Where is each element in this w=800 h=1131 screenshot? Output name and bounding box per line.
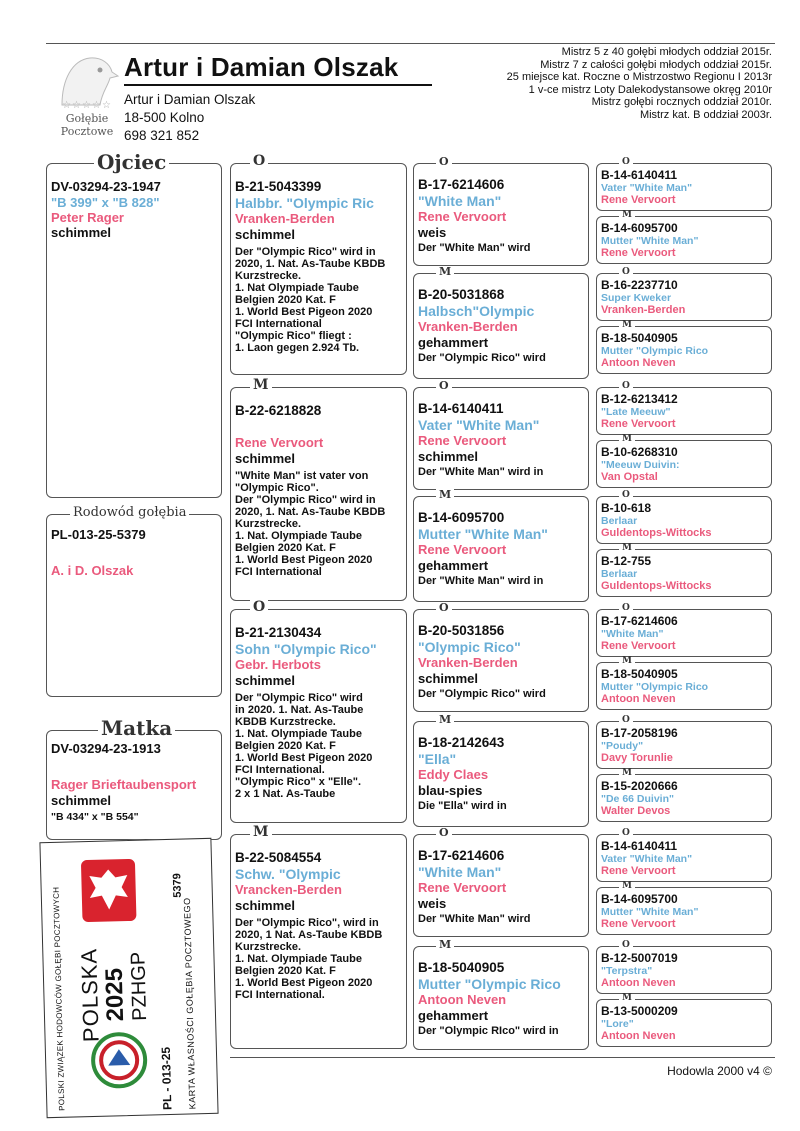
note-line: Kurzstrecke. [235, 270, 302, 282]
note-line: in 2020. 1. Nat. As-Taube [235, 704, 364, 716]
pigeon-ring: B-12-5007019 [601, 951, 678, 965]
pigeon-note [235, 692, 402, 800]
pigeon-name: "Terpstra" [601, 965, 653, 977]
sex-label: O [619, 158, 633, 167]
note-line: 1. World Best Pigeon 2020 [235, 977, 373, 989]
pigeon-note: Der "White Man" wird [418, 242, 531, 254]
sex-label: M [619, 769, 635, 778]
sex-label: M [250, 378, 272, 392]
card-country: POLSKA [76, 947, 104, 1043]
pigeon-note: Die "Ella" wird in [418, 800, 507, 812]
pigeon-ring: B-14-6140411 [601, 839, 678, 853]
pigeon-breeder: Vranken-Berden [601, 304, 686, 316]
pigeon-breeder: Guldentops-Wittocks [601, 580, 712, 592]
pigeon-ring: B-14-6140411 [601, 168, 678, 182]
address-phone: 698 321 852 [124, 128, 200, 143]
pigeon-ring: B-10-618 [601, 501, 652, 515]
ancestor-box [596, 326, 772, 374]
pigeon-breeder: Rene Vervoort [601, 418, 676, 430]
sex-label: M [436, 714, 454, 725]
grandparent-box [230, 609, 407, 823]
sex-label: O [436, 156, 452, 167]
pigeon-breeder: Rene Vervoort [601, 865, 676, 877]
pigeon-ring: B-17-6214606 [601, 614, 678, 628]
achievement-item: Mistrz gołębi rocznych oddział 2010r. [591, 96, 772, 108]
pigeon-name: "White Man" [601, 628, 664, 640]
pigeon-box [46, 514, 222, 697]
note-line: "White Man" ist vater von [235, 470, 369, 482]
note-line: 1. World Best Pigeon 2020 [235, 554, 373, 566]
pigeon-ring: B-13-5000209 [601, 1004, 678, 1018]
ancestor-box [596, 609, 772, 657]
pigeon-ring: B-18-2142643 [418, 735, 505, 750]
note-line: "Olympic Rico" x "Elle". [235, 776, 362, 788]
pigeon-breeder: Rene Vervoort [601, 247, 676, 259]
pigeon-name: Mutter "White Man" [418, 526, 548, 542]
great-grandparent-box [413, 609, 589, 712]
pigeon-ring: B-18-5040905 [601, 667, 678, 681]
pigeon-name: Vater "White Man" [601, 182, 693, 194]
pigeon-breeder: Antoon Neven [601, 693, 676, 705]
pigeon-name: Sohn "Olympic Rico" [235, 641, 377, 657]
note-line: Kurzstrecke. [235, 941, 302, 953]
father-info: "B 399" x "B 828" [51, 195, 160, 210]
pigeon-ring: B-14-6095700 [601, 221, 678, 235]
ancestor-box [596, 387, 772, 435]
ancestor-box [596, 440, 772, 488]
sex-label: O [436, 602, 452, 613]
note-line: Kurzstrecke. [235, 518, 302, 530]
pigeon-ring: B-17-2058196 [601, 726, 678, 740]
pigeon-name: "White Man" [418, 864, 502, 880]
pigeon-name: Mutter "White Man" [601, 235, 699, 247]
pigeon-color: gehammert [418, 1008, 489, 1023]
pigeon-name: Vater "White Man" [601, 853, 693, 865]
achievement-item: Mistrz kat. B oddział 2003r. [639, 108, 772, 121]
eagle-emblem-icon [79, 857, 139, 924]
pigeon-color: weis [418, 225, 447, 240]
ancestor-box [596, 887, 772, 935]
ancestor-box [596, 721, 772, 769]
sex-label: O [619, 491, 633, 500]
great-grandparent-box [413, 721, 589, 827]
grandparent-box [230, 387, 407, 601]
logo-text: Gołębie [65, 112, 109, 125]
pigeon-name: "White Man" [418, 193, 502, 209]
ancestor-box [596, 999, 772, 1047]
achievement-item: 25 miejsce kat. Roczne o Mistrzostwo Regionu I 2013r [506, 71, 772, 83]
pigeon-name: Berlaar [601, 515, 638, 527]
mother-breeder: Rager Brieftaubensport [51, 777, 197, 792]
pigeon-breeder: Van Opstal [601, 471, 658, 483]
pigeon-name: Schw. "Olympic [235, 866, 341, 882]
sex-label: M [619, 321, 635, 330]
pigeon-color: gehammert [418, 335, 489, 350]
pigeon-name: "De 66 Duivin" [601, 793, 674, 805]
note-line: 1. Laon gegen 2.924 Tb. [235, 342, 360, 354]
pigeon-note [235, 246, 402, 354]
pigeon-owner: A. i D. Olszak [51, 563, 134, 578]
card-abbr: PZHGP [127, 951, 152, 1022]
pigeon-ring: B-20-5031856 [418, 623, 505, 638]
card-year: 2025 [100, 967, 130, 1022]
pigeon-breeder: Rene Vervoort [235, 435, 324, 450]
pigeon-breeder: Eddy Claes [418, 767, 489, 782]
pigeon-name: "Meeuw Duivin: [601, 459, 680, 471]
pigeon-color: schimmel [418, 671, 478, 686]
pigeon-name: "Late Meeuw" [601, 406, 671, 418]
note-line: 1. Nat. Olympiade Taube [235, 728, 362, 740]
pigeon-note: Der "White Man" wird in [418, 466, 544, 478]
note-line: Belgien 2020 Kat. F [235, 542, 336, 554]
pigeon-ring: B-20-5031868 [418, 287, 505, 302]
sex-label: O [250, 154, 268, 168]
mother-info: "B 434" x "B 554" [51, 811, 139, 823]
mother-color: schimmel [51, 793, 111, 808]
breeder-address [124, 91, 255, 145]
father-breeder: Peter Rager [51, 210, 124, 225]
pigeon-breeder: Rene Vervoort [601, 194, 676, 206]
note-line: KBDB Kurzstrecke. [235, 716, 336, 728]
sex-label: M [619, 435, 635, 444]
pigeon-note: Der "White Man" wird in [418, 575, 544, 587]
pigeon-ring: B-12-755 [601, 554, 652, 568]
sex-label: O [619, 604, 633, 613]
club-logo [52, 50, 122, 140]
note-line: Belgien 2020 Kat. F [235, 294, 336, 306]
address-name: Artur i Damian Olszak [124, 92, 256, 107]
sex-label: O [250, 600, 268, 614]
note-line: Der "Olympic Rico" wird in [235, 494, 376, 506]
note-line: FCI International. [235, 989, 325, 1001]
pigeon-name: Halbsch"Olympic [418, 303, 535, 319]
achievement-item: 1 v-ce mistrz Loty Dalekodystansowe okręg 2010r [528, 83, 772, 96]
pigeon-note: Der "Olympic Rico" wird [418, 688, 546, 700]
pigeon-breeder: Antoon Neven [418, 992, 507, 1007]
pedigree-label: Rodowód gołębia [70, 506, 189, 519]
card-number: 5379 [171, 873, 184, 898]
mother-ring: DV-03294-23-1913 [51, 741, 161, 756]
pigeon-name: Halbbr. "Olympic Ric [235, 195, 374, 211]
breeder-name: Artur i Damian Olszak [124, 52, 399, 82]
ancestor-box [596, 549, 772, 597]
ancestor-box [596, 216, 772, 264]
bottom-divider [230, 1057, 775, 1058]
pigeon-ring: B-14-6095700 [418, 510, 505, 525]
sex-label: O [619, 829, 633, 838]
pigeon-breeder: Rene Vervoort [601, 918, 676, 930]
top-divider [46, 43, 775, 44]
pigeon-color: schimmel [235, 227, 295, 242]
pigeon-ring: B-17-6214606 [418, 177, 505, 192]
sex-label: M [436, 489, 454, 500]
pigeon-breeder: Rene Vervoort [418, 209, 507, 224]
note-line: "Olympic Rico" fliegt : [235, 330, 352, 342]
mother-box [46, 730, 222, 840]
pigeon-ring: B-16-2237710 [601, 278, 678, 292]
note-line: 2 x 1 Nat. As-Taube [235, 788, 336, 800]
pigeon-breeder: Vranken-Berden [418, 655, 518, 670]
ancestor-box [596, 496, 772, 544]
pigeon-breeder: Antoon Neven [601, 977, 676, 989]
pigeon-breeder: Walter Devos [601, 805, 671, 817]
ancestor-box [596, 273, 772, 321]
pigeon-name: Mutter "Olympic Rico [601, 345, 709, 357]
ancestor-box [596, 834, 772, 882]
pigeon-name: "Poudy" [601, 740, 644, 752]
father-color: schimmel [51, 225, 111, 240]
sex-label: M [436, 939, 454, 950]
sex-label: M [619, 211, 635, 220]
sex-label: O [436, 380, 452, 391]
pigeon-breeder: Antoon Neven [601, 357, 676, 369]
note-line: 1. World Best Pigeon 2020 [235, 306, 373, 318]
sex-label: M [619, 994, 635, 1003]
pigeon-color: blau-spies [418, 783, 483, 798]
pigeon-name: "Lore" [601, 1018, 634, 1030]
address-city: 18-500 Kolno [124, 110, 205, 125]
note-line: "Olympic Rico". [235, 482, 319, 494]
great-grandparent-box [413, 273, 589, 379]
card-caption: KARTA WŁASNOŚCI GOŁĘBIA POCZTOWEGO [181, 897, 198, 1110]
logo-text: Pocztowe [60, 125, 114, 138]
pigeon-ring: B-17-6214606 [418, 848, 505, 863]
pigeon-breeder: Vranken-Berden [235, 211, 335, 226]
pigeon-ring: B-14-6140411 [418, 401, 504, 416]
pigeon-note [235, 470, 402, 578]
note-line: FCI International [235, 566, 322, 578]
pzhgp-logo-icon [89, 1031, 148, 1090]
note-line: Der "Olympic Rico" wird [235, 692, 363, 704]
pigeon-name: Mutter "White Man" [601, 906, 699, 918]
pigeon-breeder: Antoon Neven [601, 1030, 676, 1042]
father-ring: DV-03294-23-1947 [51, 179, 161, 194]
sex-label: M [436, 266, 454, 277]
note-line: 1. Nat. Olympiade Taube [235, 953, 362, 965]
great-grandparent-box [413, 387, 589, 490]
note-line: 1. World Best Pigeon 2020 [235, 752, 373, 764]
great-grandparent-box [413, 946, 589, 1050]
card-ring: PL - 013-25 [158, 1046, 175, 1111]
pigeon-note: Der "Olympic Rico" wird [418, 352, 546, 364]
note-line: 1. Nat Olympiade Taube [235, 282, 359, 294]
great-grandparent-box [413, 163, 589, 266]
pigeon-name [235, 419, 402, 435]
pigeon-note: Der "Olympic RIco" wird in [418, 1025, 559, 1037]
ancestor-box [596, 946, 772, 994]
sex-label: M [619, 657, 635, 666]
pigeon-breeder: Vranken-Berden [418, 319, 518, 334]
sex-label: M [250, 825, 272, 839]
achievement-item: Mistrz 7 z całości gołębi młodych oddział 2015r. [540, 58, 772, 71]
pigeon-name: Super Kweker [601, 292, 672, 304]
father-box [46, 163, 222, 498]
note-line: FCI International. [235, 764, 325, 776]
note-line: 2020, 1. Nat. As-Taube KBDB [235, 506, 386, 518]
pigeon-breeder: Rene Vervoort [418, 880, 507, 895]
pigeon-breeder: Rene Vervoort [418, 433, 507, 448]
pigeon-breeder: Guldentops-Wittocks [601, 527, 712, 539]
sex-label: O [619, 268, 633, 277]
note-line: 2020, 1. Nat. As-Taube KBDB [235, 258, 386, 270]
pigeon-ring: B-21-5043399 [235, 179, 322, 194]
pigeon-note [235, 917, 402, 1001]
pigeon-name: Mutter "Olympic Rico [418, 976, 561, 992]
pigeon-name: Berlaar [601, 568, 638, 580]
great-grandparent-box [413, 496, 589, 602]
achievement-item: Mistrz 5 z 40 gołębi młodych oddział 2015r. [561, 46, 772, 58]
pigeon-color: schimmel [418, 449, 478, 464]
note-line: FCI International [235, 318, 322, 330]
sex-label: O [619, 382, 633, 391]
note-line: Belgien 2020 Kat. F [235, 740, 336, 752]
great-grandparent-box [413, 834, 589, 937]
sex-label: O [619, 941, 633, 950]
pigeon-breeder: Rene Vervoort [418, 542, 507, 557]
sex-label: M [619, 544, 635, 553]
pigeon-breeder: Davy Torunlie [601, 752, 673, 764]
note-line: Der "Olympic Rico", wird in [235, 917, 379, 929]
ancestor-box [596, 774, 772, 822]
pigeon-name: "Ella" [418, 751, 457, 767]
pigeon-color: schimmel [235, 898, 295, 913]
pigeon-breeder: Rene Vervoort [601, 640, 676, 652]
father-label: Ojciec [94, 152, 169, 172]
pigeon-color: schimmel [235, 451, 295, 466]
stars-icon: ☆☆☆☆☆ [62, 100, 112, 111]
pigeon-name: "Olympic Rico" [418, 639, 521, 655]
pigeon-breeder: Vrancken-Berden [235, 882, 342, 897]
pigeon-ring: B-14-6095700 [601, 892, 678, 906]
grandparent-box [230, 834, 407, 1049]
pigeon-ring: B-18-5040905 [601, 331, 678, 345]
pigeon-ring: PL-013-25-5379 [51, 527, 146, 542]
note-line: 1. Nat. Olympiade Taube [235, 530, 362, 542]
pigeon-name: Mutter "Olympic Rico [601, 681, 709, 693]
card-org: POLSKI ZWIĄZEK HODOWCÓW GOŁĘBI POCZTOWYCH [51, 886, 67, 1111]
note-line: Belgien 2020 Kat. F [235, 965, 336, 977]
note-line: 2020, 1 Nat. As-Taube KBDB [235, 929, 383, 941]
ownership-card [39, 838, 218, 1118]
ancestor-box [596, 163, 772, 211]
pigeon-note: Der "White Man" wird [418, 913, 531, 925]
pigeon-ring: B-22-6218828 [235, 403, 322, 418]
pigeon-ring: B-15-2020666 [601, 779, 678, 793]
sex-label: O [436, 827, 452, 838]
pigeon-color: schimmel [235, 673, 295, 688]
note-line: Der "Olympic Rico" wird in [235, 246, 376, 258]
pigeon-ring: B-21-2130434 [235, 625, 322, 640]
grandparent-box [230, 163, 407, 375]
pigeon-ring: B-10-6268310 [601, 445, 678, 459]
mother-label: Matka [98, 718, 175, 738]
pigeon-ring: B-18-5040905 [418, 960, 505, 975]
pigeon-color: weis [418, 896, 447, 911]
header-underline [124, 84, 432, 86]
pigeon-breeder: Gebr. Herbots [235, 657, 321, 672]
achievement-list [468, 46, 772, 121]
pigeon-ring: B-22-5084554 [235, 850, 322, 865]
ancestor-box [596, 662, 772, 710]
footer-credit: Hodowla 2000 v4 © [667, 1064, 772, 1078]
pigeon-name: Vater "White Man" [418, 417, 540, 433]
sex-label: M [619, 882, 635, 891]
pigeon-ring: B-12-6213412 [601, 392, 678, 406]
pigeon-color: gehammert [418, 558, 489, 573]
sex-label: O [619, 716, 633, 725]
